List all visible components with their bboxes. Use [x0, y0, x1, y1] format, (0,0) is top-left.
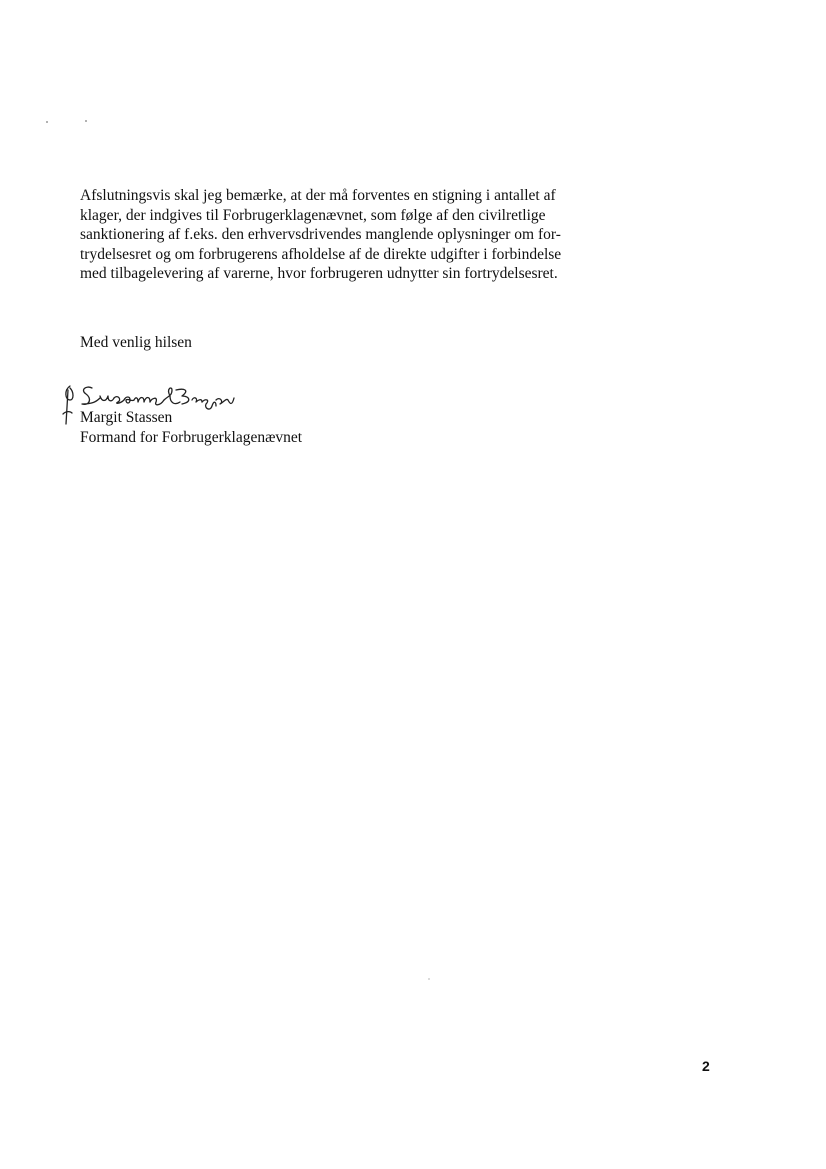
paragraph-line: klager, der indgives til Forbrugerklagenævnet, som følge af den civilretlige [80, 206, 546, 224]
paragraph-line: trydelsesret og om forbrugerens afholdelse af de direkte udgifter i forbindelse [80, 245, 562, 263]
paragraph-line: med tilbagelevering af varerne, hvor forbrugeren udnytter sin fortrydelsesret. [80, 265, 558, 282]
signer-name: Margit Stassen [80, 409, 173, 426]
scan-speck [428, 978, 430, 980]
scan-speck [85, 120, 87, 122]
paragraph-line: sanktionering af f.eks. den erhvervsdrivendes manglende oplysninger om for- [80, 226, 561, 243]
paragraph-line: Afslutningsvis skal jeg bemærke, at der må forventes en stigning i antallet af [80, 187, 556, 204]
closing-salutation: Med venlig hilsen [80, 334, 192, 351]
page-number: 2 [702, 1058, 710, 1074]
signer-title: Formand for Forbrugerklagenævnet [80, 429, 303, 446]
closing-paragraph [80, 186, 590, 284]
scan-speck [46, 121, 48, 123]
